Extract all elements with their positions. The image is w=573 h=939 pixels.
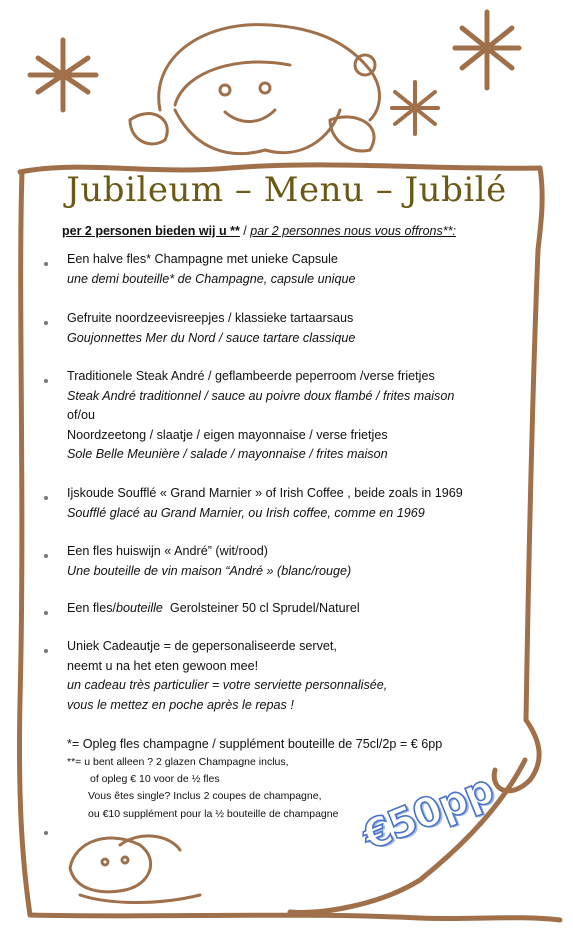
menu-item-water [67, 599, 507, 619]
bullet-icon [44, 611, 48, 615]
star-icon [455, 12, 519, 88]
item-line: Sole Belle Meunière / salade / mayonnaise / frites maison [67, 447, 388, 461]
bullet-icon [44, 831, 48, 835]
menu-item-champagne [67, 250, 507, 289]
menu-item-gift [67, 637, 507, 715]
item-line: une demi bouteille* de Champagne, capsule unique [67, 271, 356, 286]
item-line: Gefruite noordzeevisreepjes / klassieke tartaarsaus [67, 311, 354, 325]
item-line: Een fles huiswijn « André” (wit/rood) [67, 544, 268, 558]
bullet-icon [44, 496, 48, 500]
santa-icon [130, 25, 379, 154]
item-line: neemt u na het eten gewoon mee! [67, 658, 259, 673]
bullet-icon [44, 649, 48, 653]
footnote-line: Vous êtes single? Inclus 2 coupes de champagne, [88, 790, 322, 802]
intro-line [62, 224, 456, 238]
bullet-icon [44, 262, 48, 266]
bullet-icon [44, 379, 48, 383]
menu-item-wine [67, 542, 507, 581]
menu-item-fish [67, 309, 507, 348]
item-line: Soufflé glacé au Grand Marnier, ou Irish coffee, comme en 1969 [67, 505, 425, 520]
footnote-line: of opleg € 10 voor de ½ fles [90, 773, 220, 785]
item-line: Gerolsteiner 50 cl Sprudel/Naturel [162, 601, 360, 615]
menu-item-dessert [67, 484, 507, 523]
item-line: un cadeau très particulier = votre serviette personnalisée, [67, 678, 388, 692]
elf-icon [70, 836, 200, 903]
star-icon [392, 82, 438, 134]
item-line: bouteille [116, 601, 163, 615]
page-title: Jubileum – Menu – Jubilé [66, 170, 507, 210]
item-line: Traditionele Steak André / geflambeerde peperroom /verse frietjes [67, 369, 435, 383]
intro-separator: / [239, 224, 251, 238]
bullet-icon [44, 321, 48, 325]
footnote-line: **= u bent alleen ? 2 glazen Champagne inclus, [67, 756, 289, 768]
item-line: of/ou [67, 408, 96, 422]
item-line: Een fles/ [67, 601, 117, 615]
item-line: vous le mettez en poche après le repas ! [67, 697, 294, 712]
item-line: Goujonnettes Mer du Nord / sauce tartare classique [67, 330, 356, 345]
item-line: Noordzeetong / slaatje / eigen mayonnaise / verse frietjes [67, 427, 388, 442]
item-line: Een halve fles* Champagne met unieke Capsule [67, 252, 338, 266]
intro-fr: par 2 personnes nous vous offrons**: [250, 224, 456, 238]
star-icon [30, 40, 96, 110]
menu-item-main [67, 367, 507, 465]
intro-nl: per 2 personen bieden wij u ** [62, 224, 240, 238]
item-line: Ijskoude Soufflé « Grand Marnier » of Irish Coffee , beide zoals in 1969 [67, 486, 463, 500]
bullet-icon [44, 554, 48, 558]
price-stamp: €50pp [356, 766, 500, 860]
item-line: Une bouteille de vin maison “André » (blanc/rouge) [67, 563, 352, 578]
item-line: Uniek Cadeautje = de gepersonaliseerde servet, [67, 639, 337, 653]
footnote-line: ou €10 supplément pour la ½ bouteille de champagne [88, 808, 339, 820]
item-line: Steak André traditionnel / sauce au poivre doux flambé / frites maison [67, 388, 455, 403]
supplement-note: *= Opleg fles champagne / supplément bouteille de 75cl/2p = € 6pp [67, 737, 443, 751]
